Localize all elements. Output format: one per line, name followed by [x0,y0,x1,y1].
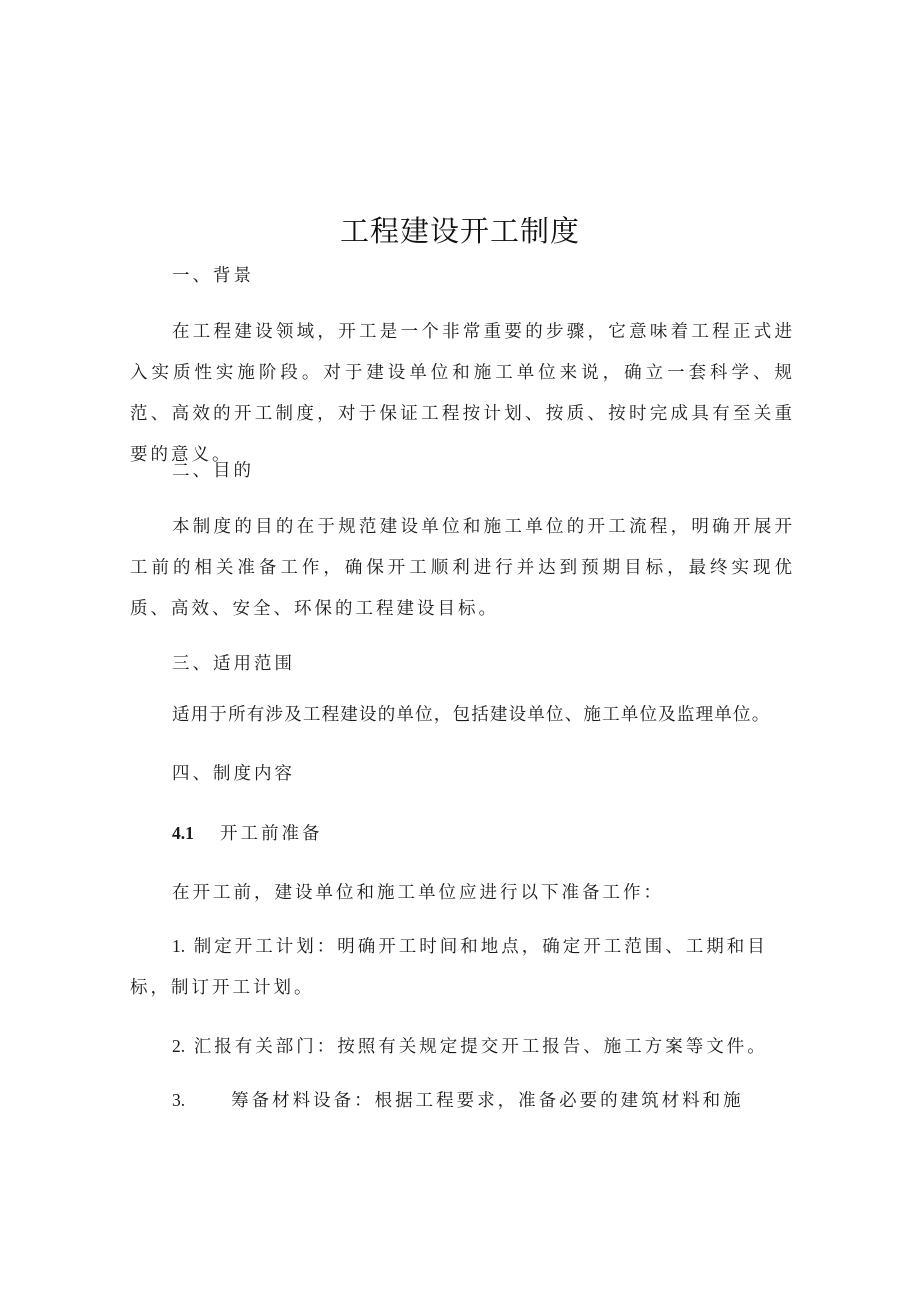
purpose-paragraph: 本制度的目的在于规范建设单位和施工单位的开工流程，明确开展开工前的相关准备工作，确保开工顺利进行并达到预期目标，最终实现优质、高效、安全、环保的工程建设目标。 [130,517,795,619]
background-paragraph: 在工程建设领域，开工是一个非常重要的步骤，它意味着工程正式进入实质性实施阶段。对于建设单位和施工单位来说，确立一套科学、规范、高效的开工制度，对于保证工程按计划、按质、按时完成具有至关重要的意义。 [130,322,795,465]
section-heading-purpose: 二、目的 [172,461,254,481]
section-heading-background: 一、背景 [172,266,254,286]
list-item [130,926,795,1009]
scope-paragraph: 适用于所有涉及工程建设的单位，包括建设单位、施工单位及监理单位。 [172,705,771,725]
list-item-text: 制定开工计划：明确开工时间和地点，确定开工范围、工期和目标，制订开工计划。 [130,937,768,998]
document-title: 工程建设开工制度 [339,214,580,248]
list-item-number: 1. [172,936,186,956]
list-item-text: 筹备材料设备：根据工程要求，准备必要的建筑材料和施 [231,1091,744,1111]
subsection-title: 开工前准备 [220,824,323,844]
prep-intro: 在开工前，建设单位和施工单位应进行以下准备工作： [172,883,664,903]
list-item [130,1026,795,1068]
list-item-text: 汇报有关部门：按照有关规定提交开工报告、施工方案等文件。 [193,1037,768,1057]
subsection-heading [172,820,323,845]
section-heading-scope: 三、适用范围 [172,654,295,674]
list-item-number: 2. [172,1036,186,1056]
list-item [130,1080,795,1122]
list-item-number: 3. [172,1090,186,1110]
subsection-number: 4.1 [172,823,194,843]
section-heading-content: 四、制度内容 [172,764,295,784]
